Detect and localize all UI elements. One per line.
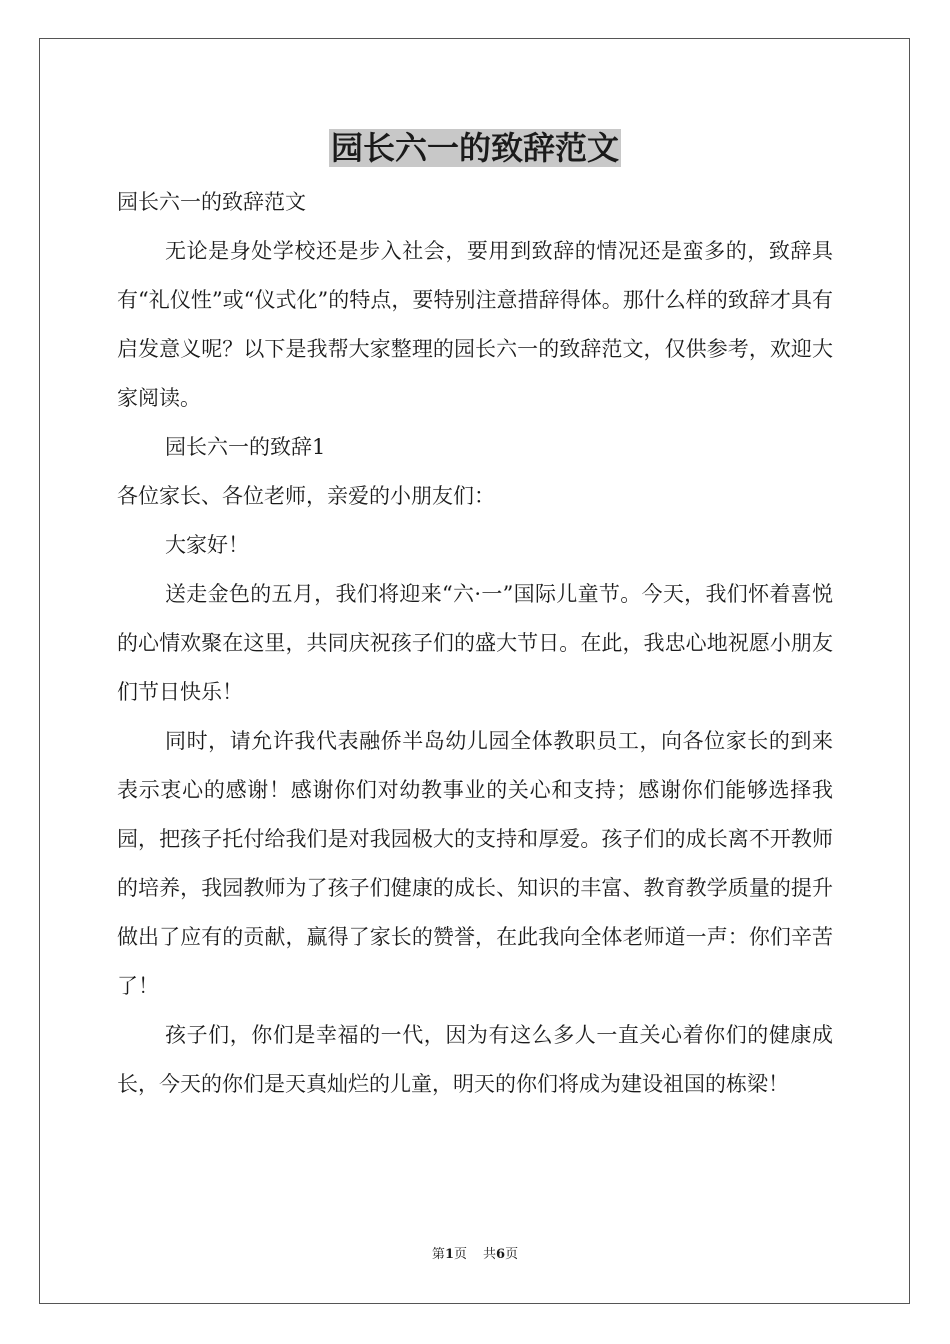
body-paragraph: 同时，请允许我代表融侨半岛幼儿园全体教职员工，向各位家长的到来表示衷心的感谢！感谢你们对幼教事业的关心和支持；感谢你们能够选择我园，把孩子托付给我们是对我园极大的支持和厚爱。孩子们的成长离不开教师的培养，我园教师为了孩子们健康的成长、知识的丰富、教育教学质量的提升做出了应有的贡献，赢得了家长的赞誉，在此我向全体老师道一声：你们辛苦了！	[117, 729, 833, 998]
body-paragraph: 孩子们，你们是幸福的一代，因为有这么多人一直关心着你们的健康成长，今天的你们是天真灿烂的儿童，明天的你们将成为建设祖国的栋梁！	[117, 1023, 833, 1096]
body-paragraph: 园长六一的致辞1	[165, 435, 326, 459]
body-paragraph: 园长六一的致辞范文	[117, 190, 306, 214]
page-prefix: 第	[431, 1247, 445, 1262]
page-suffix: 页	[453, 1247, 467, 1262]
document-title	[0, 126, 950, 170]
total-suffix: 页	[505, 1247, 519, 1262]
body-paragraph: 无论是身处学校还是步入社会，要用到致辞的情况还是蛮多的，致辞具有“礼仪性”或“仪式化”的特点，要特别注意措辞得体。那什么样的致辞才具有启发意义呢？以下是我帮大家整理的园长六一的致辞范文，仅供参考，欢迎大家阅读。	[117, 239, 833, 410]
page-number: 1	[444, 1247, 454, 1262]
total-prefix: 共	[483, 1247, 497, 1262]
page-footer	[0, 1246, 950, 1264]
body-paragraph: 送走金色的五月，我们将迎来“六·一”国际儿童节。今天，我们怀着喜悦的心情欢聚在这里，共同庆祝孩子们的盛大节日。在此，我忠心地祝愿小朋友们节日快乐！	[117, 582, 833, 704]
document-title-text: 园长六一的致辞范文	[330, 129, 619, 167]
document-body	[117, 178, 833, 1109]
total-pages: 6	[496, 1247, 506, 1262]
body-paragraph: 各位家长、各位老师，亲爱的小朋友们：	[117, 484, 495, 508]
body-paragraph: 大家好！	[165, 533, 249, 557]
